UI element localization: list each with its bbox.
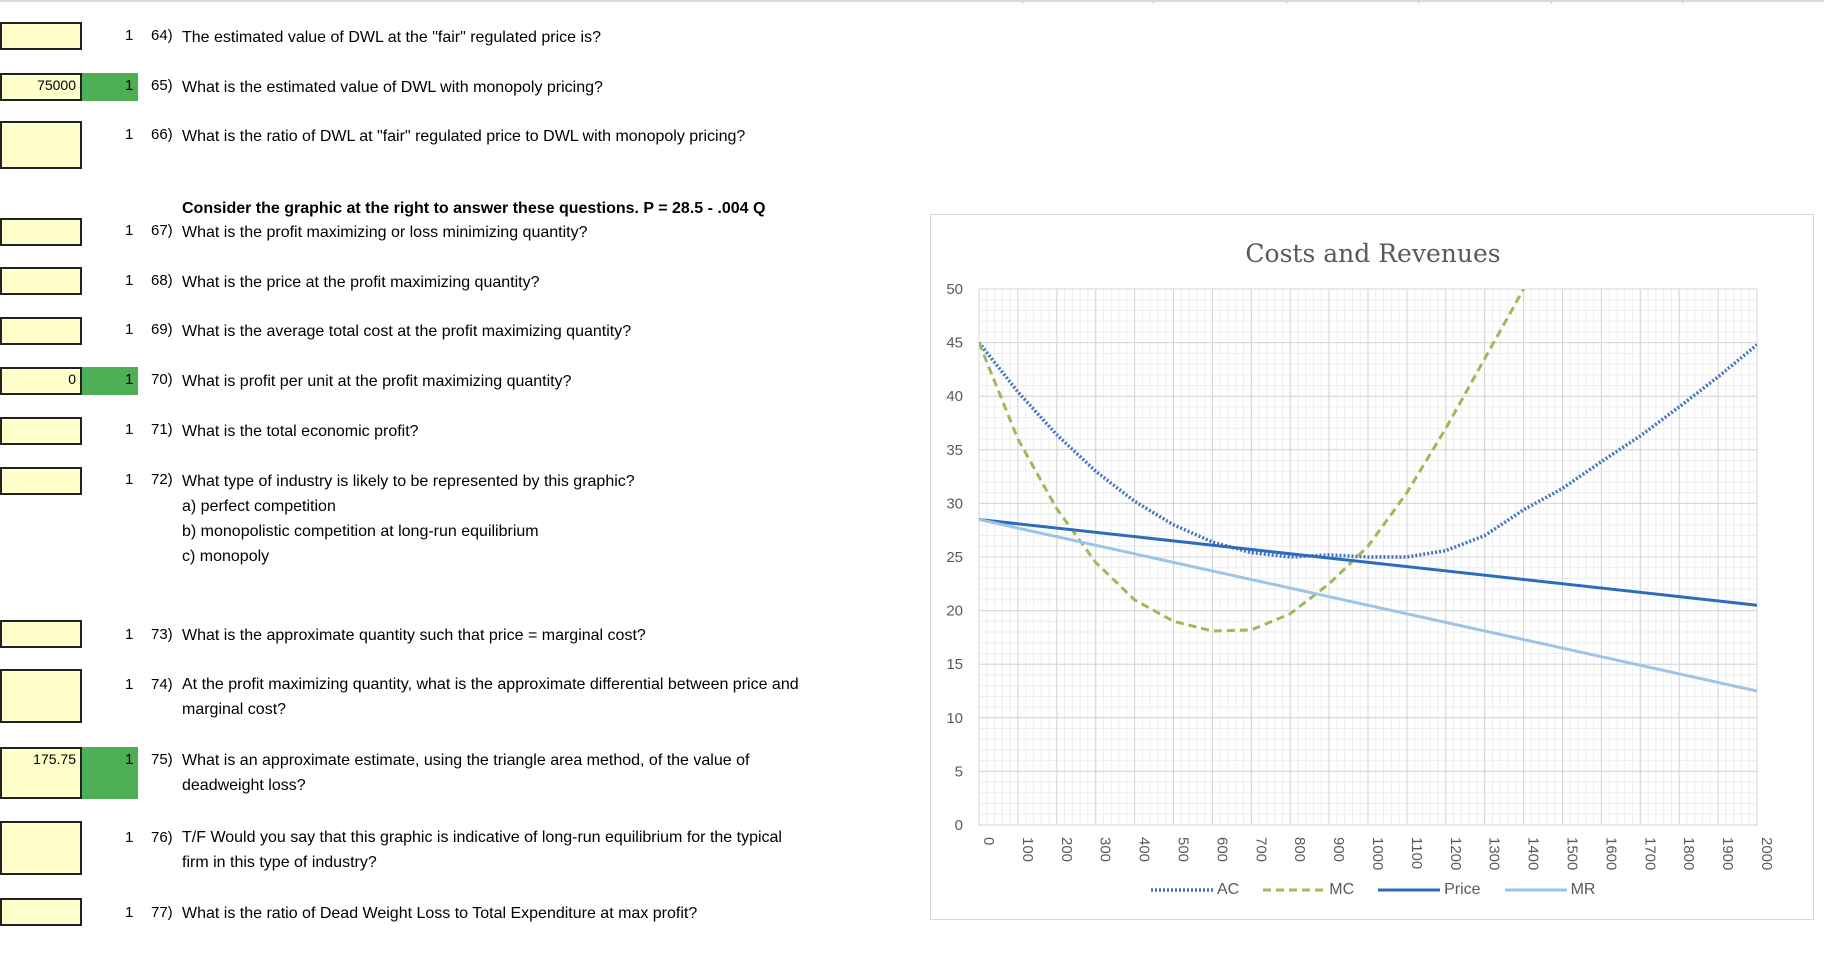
x-tick-label: 600 [1213, 837, 1231, 863]
points-70: 1 [125, 371, 134, 388]
legend-label: MC [1329, 881, 1355, 898]
points-71: 1 [125, 421, 134, 438]
column-tick [1286, 0, 1287, 4]
y-tick-label: 5 [954, 763, 963, 781]
answer-cell-65[interactable]: 75000 [0, 73, 82, 101]
option-c: c) monopoly [182, 548, 270, 565]
question-number-74: 74) [151, 676, 173, 693]
y-tick-label: 0 [954, 817, 963, 834]
points-72: 1 [125, 471, 134, 488]
points-64: 1 [125, 27, 134, 44]
question-text-69: What is the average total cost at the profit maximizing quantity? [182, 323, 632, 340]
x-tick-label: 1200 [1446, 837, 1464, 871]
question-text-73: What is the approximate quantity such that price = marginal cost? [182, 627, 646, 644]
answer-cell-71[interactable] [0, 417, 82, 445]
question-number-71: 71) [151, 421, 173, 438]
answer-cell-70[interactable]: 0 [0, 367, 82, 395]
answer-cell-69[interactable] [0, 317, 82, 345]
answer-cell-64[interactable] [0, 22, 82, 50]
x-tick-label: 1500 [1563, 837, 1581, 871]
question-text-74-line2: marginal cost? [182, 701, 287, 718]
x-tick-label: 1900 [1719, 837, 1737, 871]
question-text-74 [182, 672, 799, 722]
question-number-66: 66) [151, 126, 173, 143]
column-tick [1682, 0, 1683, 4]
answer-cell-72[interactable] [0, 467, 82, 495]
answer-cell-75[interactable]: 175.75 [0, 747, 82, 799]
question-number-67: 67) [151, 222, 173, 239]
legend-label: MR [1570, 881, 1596, 898]
points-75: 1 [125, 751, 134, 768]
x-tick-label: 200 [1057, 837, 1075, 863]
answer-cell-74[interactable] [0, 669, 82, 723]
legend-item-mc [1263, 881, 1354, 899]
question-text-76-line1: T/F Would you say that this graphic is indicative of long-run equilibrium for the typical [182, 829, 782, 846]
legend-swatch [1263, 886, 1325, 894]
answer-cell-73[interactable] [0, 620, 82, 648]
question-text-72-main: What type of industry is likely to be represented by this graphic? [182, 473, 635, 490]
question-text-65: What is the estimated value of DWL with monopoly pricing? [182, 79, 603, 96]
x-tick-label: 0 [980, 837, 997, 846]
question-number-77: 77) [151, 904, 173, 921]
question-number-72: 72) [151, 471, 173, 488]
question-number-76: 76) [151, 829, 173, 846]
legend-swatch [1151, 886, 1213, 894]
x-tick-label: 900 [1330, 837, 1348, 863]
question-text-67: What is the profit maximizing or loss minimizing quantity? [182, 224, 588, 241]
question-text-77: What is the ratio of Dead Weight Loss to Total Expenditure at max profit? [182, 905, 698, 922]
points-67: 1 [125, 222, 134, 239]
question-text-68: What is the price at the profit maximizing quantity? [182, 274, 540, 291]
option-b: b) monopolistic competition at long-run equilibrium [182, 523, 539, 540]
question-number-73: 73) [151, 626, 173, 643]
x-tick-label: 100 [1018, 837, 1036, 863]
y-tick-label: 20 [946, 602, 963, 620]
question-number-69: 69) [151, 321, 173, 338]
legend-item-mr [1505, 881, 1596, 899]
question-text-70: What is profit per unit at the profit maximizing quantity? [182, 373, 572, 390]
points-69: 1 [125, 321, 134, 338]
answer-cell-77[interactable] [0, 898, 82, 926]
answer-cell-66[interactable] [0, 121, 82, 169]
chart-plot [931, 215, 1815, 921]
x-tick-label: 1600 [1602, 837, 1620, 871]
x-tick-label: 1800 [1680, 837, 1698, 871]
legend-label: Price [1444, 881, 1481, 898]
x-tick-label: 700 [1252, 837, 1270, 863]
x-tick-label: 1100 [1407, 837, 1425, 870]
question-number-65: 65) [151, 77, 173, 94]
option-a: a) perfect competition [182, 498, 336, 515]
legend-swatch [1505, 886, 1567, 894]
column-tick [1551, 0, 1552, 4]
question-text-75-line1: What is an approximate estimate, using the triangle area method, of the value of [182, 752, 750, 769]
answer-cell-68[interactable] [0, 267, 82, 295]
question-number-68: 68) [151, 272, 173, 289]
column-tick [1022, 0, 1023, 4]
y-tick-label: 30 [946, 495, 963, 513]
chart-instruction: Consider the graphic at the right to answer these questions. P = 28.5 - .004 Q [182, 200, 766, 217]
question-text-66: What is the ratio of DWL at "fair" regulated price to DWL with monopoly pricing? [182, 128, 746, 145]
x-tick-label: 500 [1174, 837, 1192, 863]
question-text-72 [182, 469, 635, 569]
question-number-70: 70) [151, 371, 173, 388]
question-text-71: What is the total economic profit? [182, 423, 419, 440]
points-65: 1 [125, 77, 134, 94]
points-76: 1 [125, 829, 134, 846]
legend-swatch [1378, 886, 1440, 894]
question-text-74-line1: At the profit maximizing quantity, what is the approximate differential between price and [182, 676, 799, 693]
x-tick-label: 1000 [1369, 837, 1386, 871]
x-tick-label: 1400 [1524, 837, 1542, 871]
points-68: 1 [125, 272, 134, 289]
y-tick-label: 45 [946, 334, 963, 352]
legend-item-ac [1151, 881, 1239, 899]
legend-label: AC [1217, 881, 1240, 898]
question-text-75 [182, 748, 749, 798]
question-text-76-line2: firm in this type of industry? [182, 854, 377, 871]
x-tick-label: 2000 [1758, 837, 1775, 871]
column-tick [1153, 0, 1154, 4]
answer-cell-76[interactable] [0, 821, 82, 875]
x-tick-label: 1300 [1485, 837, 1503, 871]
chart-legend [1151, 881, 1619, 899]
points-73: 1 [125, 626, 134, 643]
y-tick-label: 50 [946, 281, 963, 298]
legend-item-price [1378, 881, 1480, 899]
question-text-75-line2: deadweight loss? [182, 777, 306, 794]
chart-title: Costs and Revenues [1245, 239, 1501, 268]
y-tick-label: 40 [946, 388, 963, 406]
x-tick-label: 1700 [1641, 837, 1659, 871]
column-tick [1418, 0, 1419, 4]
question-text-64: The estimated value of DWL at the "fair" regulated price is? [182, 29, 601, 46]
y-tick-label: 15 [946, 656, 963, 674]
y-tick-label: 10 [946, 709, 963, 727]
question-text-76 [182, 825, 782, 875]
x-tick-label: 400 [1135, 837, 1153, 863]
costs-revenues-chart[interactable] [930, 214, 1814, 920]
x-tick-label: 300 [1096, 837, 1114, 863]
y-tick-label: 35 [946, 441, 963, 459]
answer-cell-67[interactable] [0, 218, 82, 246]
y-tick-label: 25 [946, 549, 963, 566]
points-66: 1 [125, 126, 134, 143]
question-number-75: 75) [151, 751, 173, 768]
x-tick-label: 800 [1291, 837, 1309, 863]
question-number-64: 64) [151, 27, 173, 44]
points-77: 1 [125, 904, 134, 921]
points-74: 1 [125, 676, 134, 693]
